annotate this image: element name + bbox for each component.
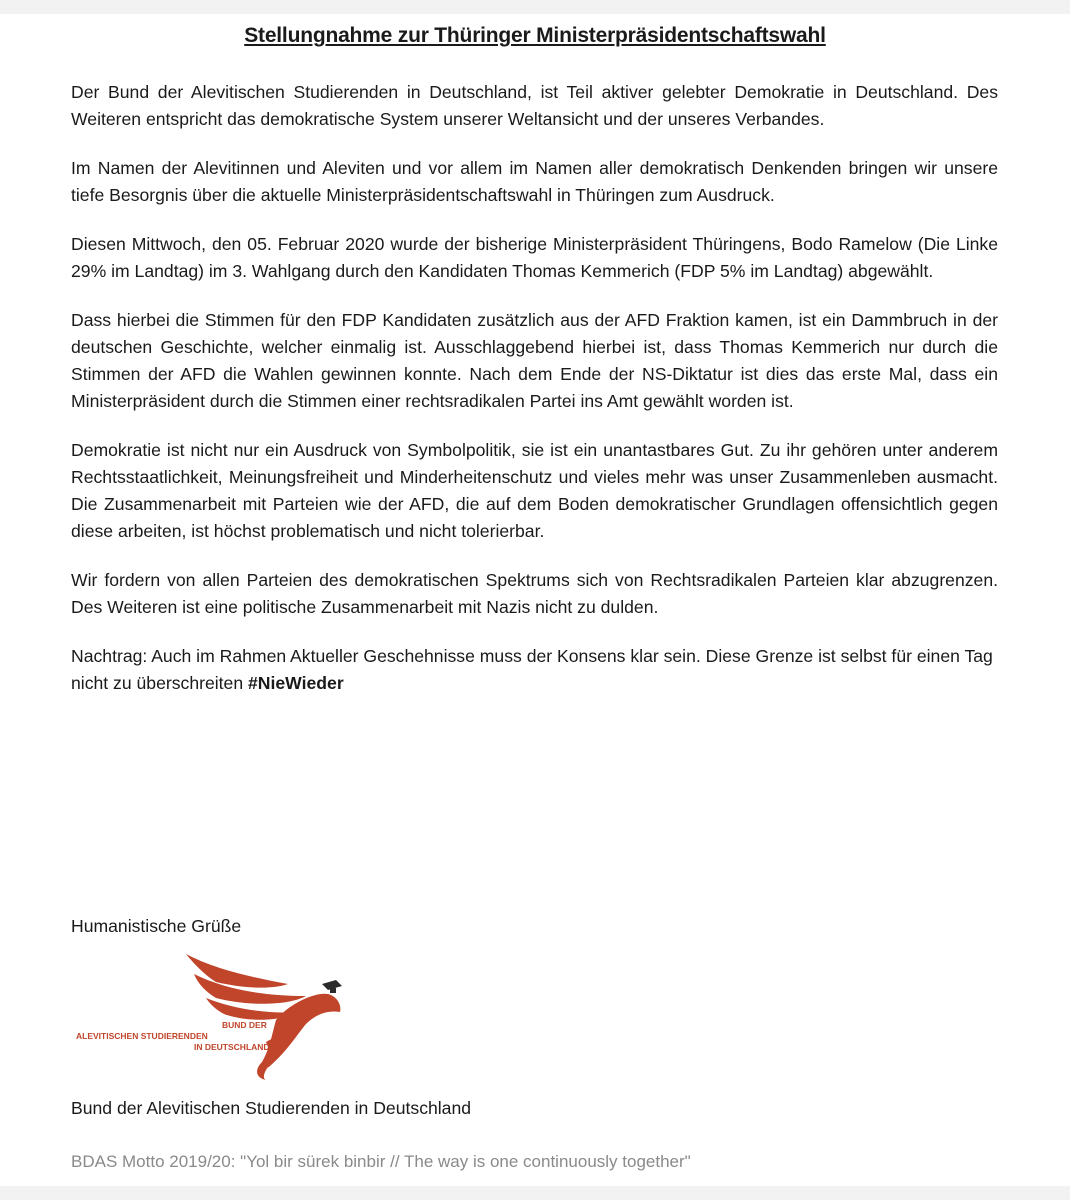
paragraph-addendum: [71, 643, 998, 697]
hashtag-niewieder: #NieWieder: [248, 673, 344, 693]
bdas-phoenix-icon: [66, 950, 346, 1082]
paragraph-intro: Der Bund der Alevitischen Studierenden in Deutschland, ist Teil aktiver gelebter Demokratie in Deutschland. Des Weiteren entspricht das demokratische System unserer Weltansicht und der unseres Verbandes.: [71, 82, 998, 129]
document-body: [71, 79, 998, 719]
logo-text-line3: IN DEUTSCHLAND: [194, 1042, 270, 1052]
paragraph-concern: Im Namen der Alevitinnen und Aleviten und vor allem im Namen aller demokratisch Denkenden bringen wir unsere tiefe Besorgnis über die aktuelle Ministerpräsidentschaftswahl in Thüringen zum Ausdruck.: [71, 158, 998, 205]
signature-organization: Bund der Alevitischen Studierenden in Deutschland: [71, 1098, 472, 1118]
document-title: Stellungnahme zur Thüringer Ministerpräsidentschaftswahl: [244, 24, 826, 47]
paragraph-election-facts: Diesen Mittwoch, den 05. Februar 2020 wurde der bisherige Ministerpräsident Thüringens, Bodo Ramelow (Die Linke 29% im Landtag) im 3. Wahlgang durch den Kandidaten Thomas Kemmerich (FDP 5% im Landtag) abgewählt.: [71, 234, 998, 281]
page-top-edge: [0, 0, 1070, 14]
logo-text-line1: BUND DER: [222, 1020, 267, 1030]
bdas-logo: [66, 950, 346, 1082]
bdas-motto: BDAS Motto 2019/20: "Yol bir sürek binbir // The way is one continuously together": [71, 1152, 691, 1171]
closing-greeting: Humanistische Grüße: [71, 916, 242, 936]
addendum-text: Nachtrag: Auch im Rahmen Aktueller Geschehnisse muss der Konsens klar sein. Diese Grenze ist selbst für einen Tag nicht zu überschreiten: [71, 646, 993, 693]
logo-text-line2: ALEVITISCHEN STUDIERENDEN: [76, 1031, 208, 1041]
paragraph-democracy: Demokratie ist nicht nur ein Ausdruck von Symbolpolitik, sie ist ein unantastbares Gut. Zu ihr gehören unter anderem Rechtsstaatlichkeit, Meinungsfreiheit und Minderheitenschutz und vieles mehr was unser Zusammenleben ausmacht. Die Zusammenarbeit mit Parteien wie der AFD, die auf dem Boden demokratischer Grundlagen offensichtlich gegen diese arbeiten, ist höchst problematisch und nicht tolerierbar.: [71, 440, 998, 541]
paragraph-dammbruch: Dass hierbei die Stimmen für den FDP Kandidaten zusätzlich aus der AFD Fraktion kamen, ist ein Dammbruch in der deutschen Geschichte, welcher einmalig ist. Ausschlaggebend hierbei ist, dass Thomas Kemmerich nur durch die Stimmen der AFD die Wahlen gewinnen konnte. Nach dem Ende der NS-Diktatur ist dies das erste Mal, dass ein Ministerpräsident durch die Stimmen einer rechtsradikalen Partei ins Amt gewählt worden ist.: [71, 310, 998, 411]
page-bottom-edge: [0, 1186, 1070, 1200]
paragraph-demand: Wir fordern von allen Parteien des demokratischen Spektrums sich von Rechtsradikalen Parteien klar abzugrenzen. Des Weiteren ist eine politische Zusammenarbeit mit Nazis nicht zu dulden.: [71, 570, 998, 617]
